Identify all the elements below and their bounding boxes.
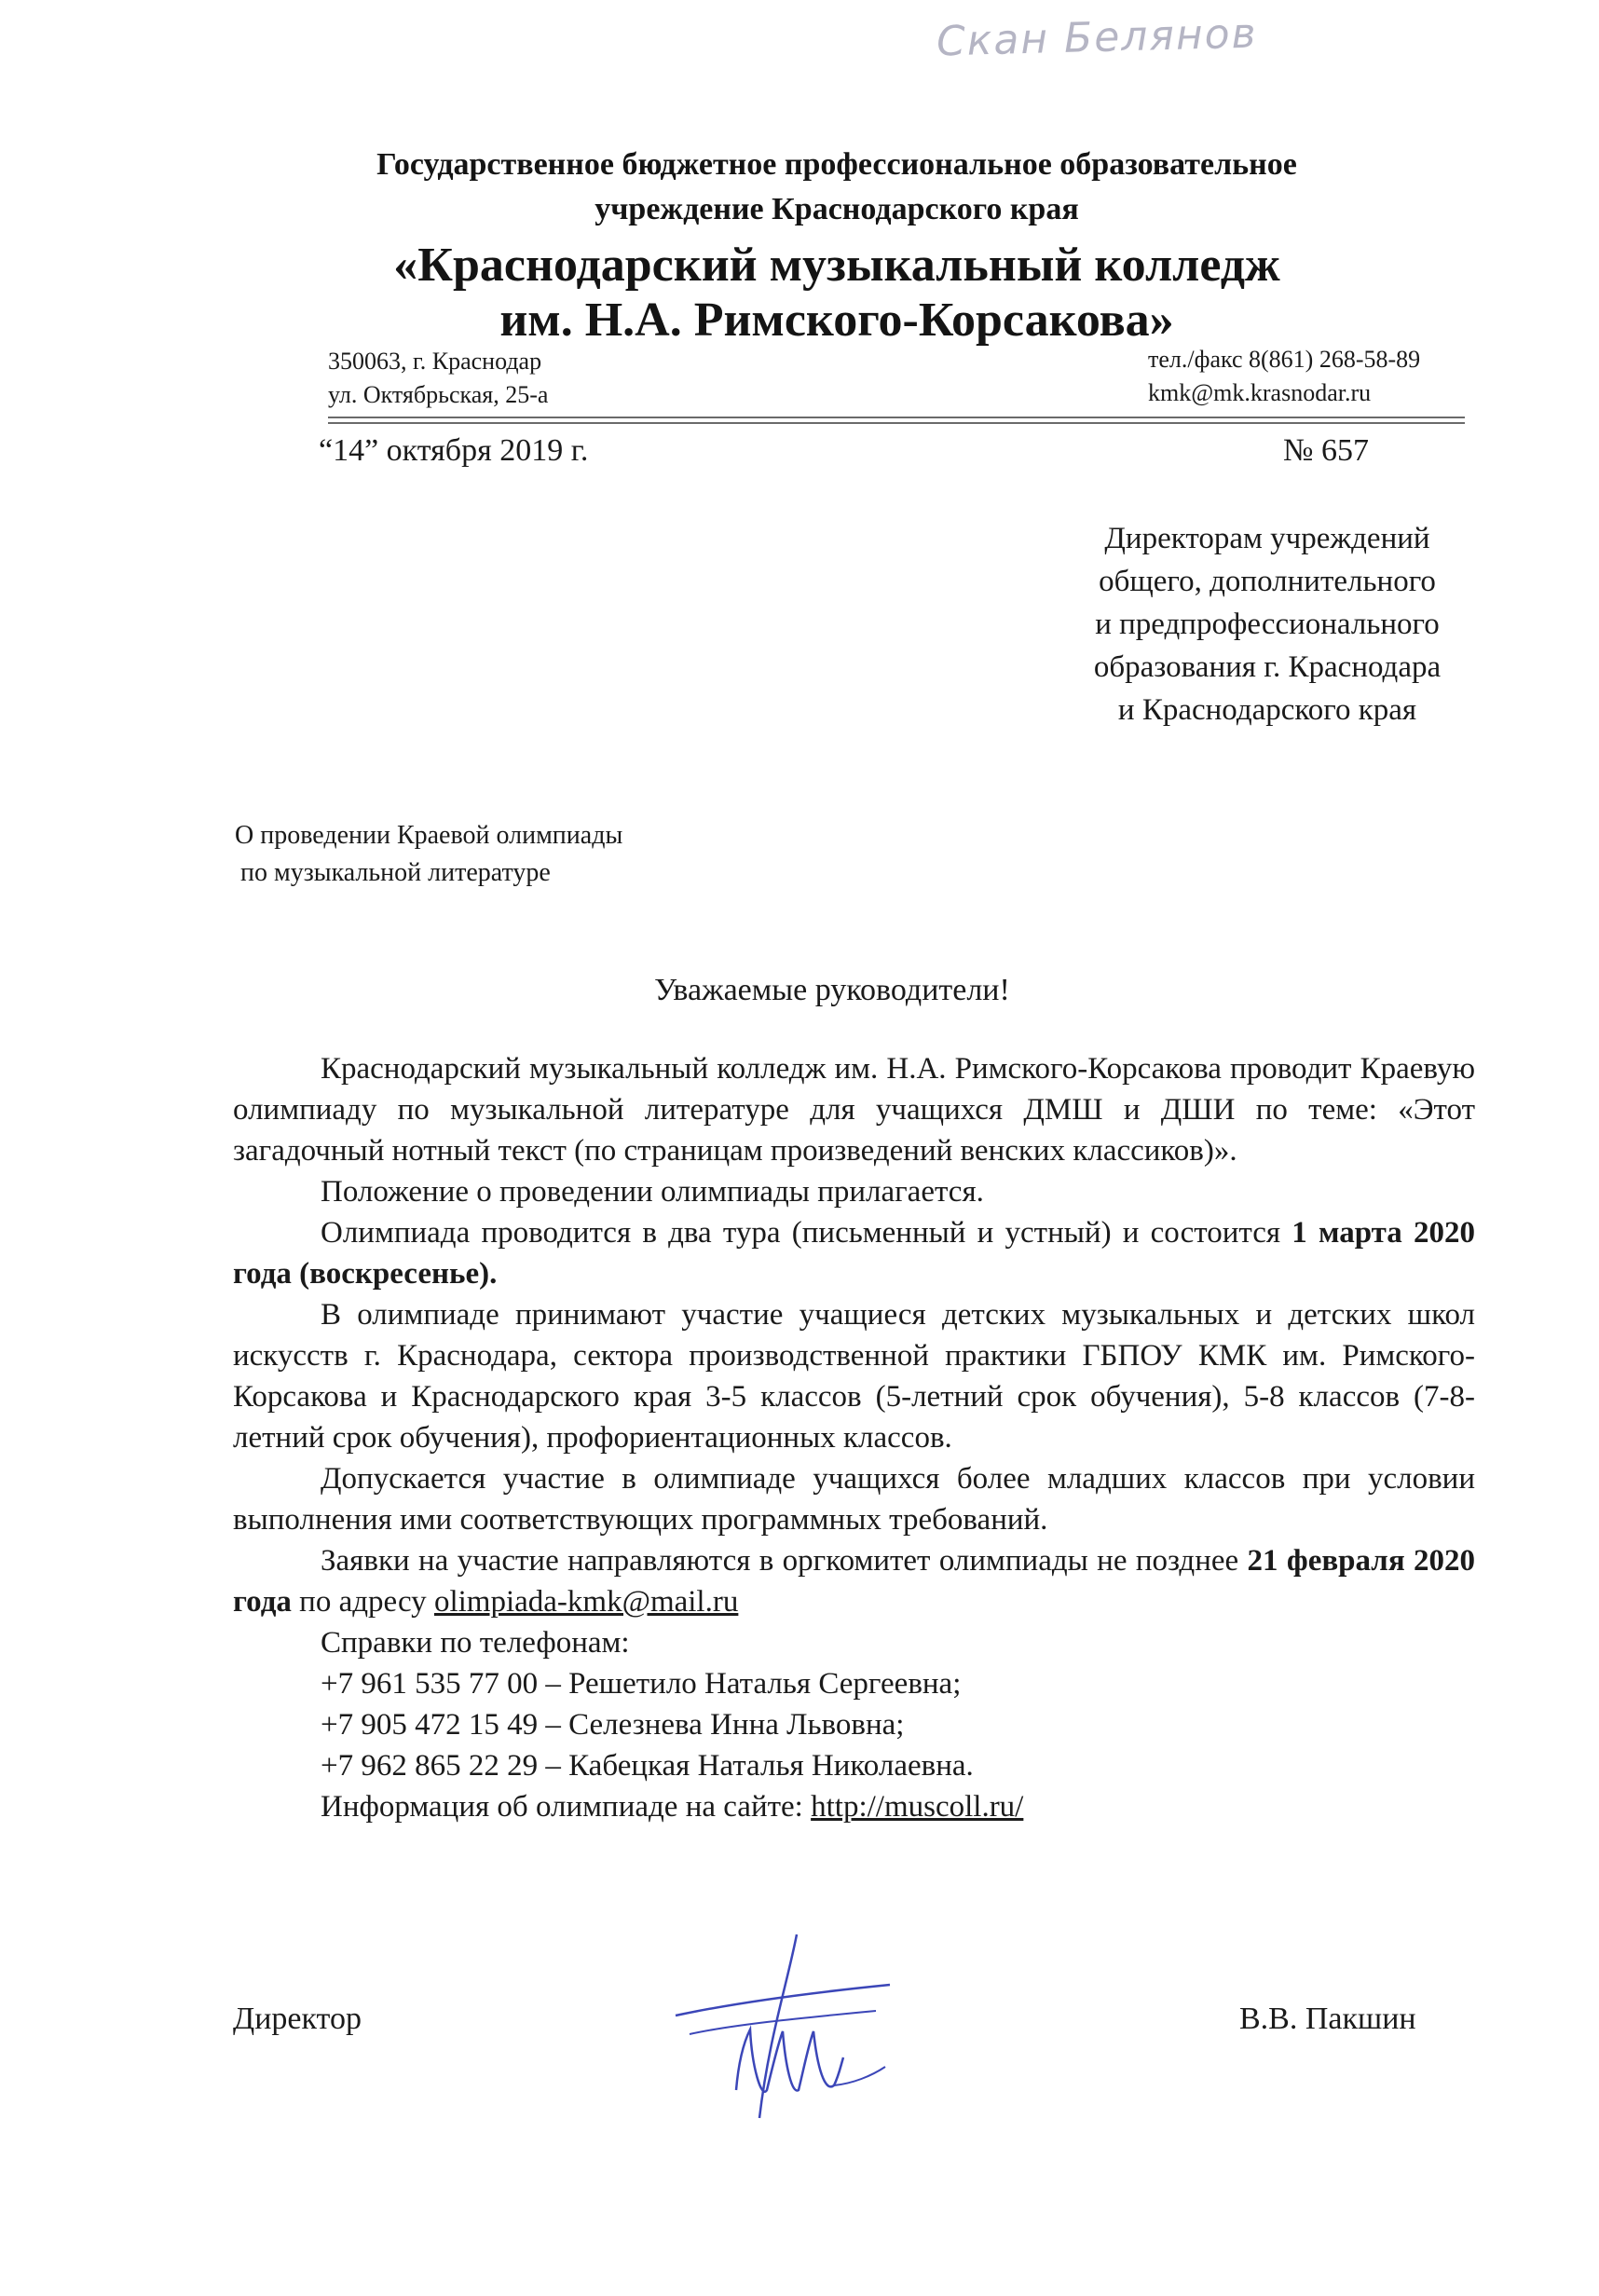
contact-line: +7 961 535 77 00 – Решетило Наталья Сергеевна; [321,1667,962,1701]
contact-block [1148,343,1420,410]
signatory-title: Директор [233,2002,362,2036]
greeting: Уважаемые руководители! [654,973,1010,1007]
contact-line: +7 905 472 15 49 – Селезнева Инна Львовна; [321,1708,905,1742]
college-name-line-2: им. Н.А. Римского-Корсакова» [499,294,1174,347]
header-divider-top [328,417,1465,418]
header-divider-bottom [328,422,1465,424]
paragraph: В олимпиаде принимают участие учащиеся детских музыкальных и детских школ искусств г. Краснодара, сектора производственной практики ГБПОУ КМК им. Римского-Корсакова и Краснодарского края 3-5 классов (5-летний срок обучения), 5-8 классов (7-8-летний срок обучения), профориентационных классов. [233,1298,1475,1455]
letter-subject [235,817,622,892]
recipient-line: образования г. Краснодара [1093,650,1442,684]
org-line-1: Государственное бюджетное профессиональное образовательное [376,147,1297,182]
postal-address [328,345,548,412]
subject-line: по музыкальной литературе [240,858,551,887]
paragraph: Положение о проведении олимпиады прилагается. [321,1175,984,1209]
subject-line: О проведении Краевой олимпиады [235,821,623,850]
recipient-line: общего, дополнительного [1099,565,1436,598]
handwritten-signature [657,1927,899,2132]
contacts-title: Справки по телефонам: [321,1626,630,1660]
deadline-date: 21 февраля 2020 года [233,1544,1476,1619]
paragraph: Допускается участие в олимпиаде учащихся более младших классов при условии выполнения ими соответствующих программных требований. [233,1462,1475,1537]
handwritten-note: Скан Белянов [936,9,1259,66]
recipient-block [1053,517,1482,731]
org-line-2: учреждение Краснодарского края [594,192,1079,226]
letter-date: “14” октября 2019 г. [319,433,589,468]
site-link[interactable]: http://muscoll.ru/ [811,1790,1024,1824]
contact-line: +7 962 865 22 29 – Кабецкая Наталья Николаевна. [321,1749,974,1783]
paragraph-text: Информация об олимпиаде на сайте: [321,1790,812,1824]
recipient-line: Директорам учреждений [1104,522,1430,555]
recipient-line: и Краснодарского края [1117,693,1417,727]
phone-fax: тел./факс 8(861) 268-58-89 [1148,346,1421,373]
recipient-line: и предпрофессионального [1095,608,1440,641]
olympiad-date: 1 марта 2020 года (воскресенье). [233,1216,1475,1291]
site-info [233,1786,1475,1827]
address-street: ул. Октябрьская, 25-а [328,381,549,408]
header-email: kmk@mk.krasnodar.ru [1148,379,1372,406]
paragraph [233,1212,1475,1294]
letter-body [233,1048,1475,1827]
address-city: 350063, г. Краснодар [328,348,542,375]
signatory-name: В.В. Пакшин [1239,2002,1416,2036]
application-email-link[interactable]: olimpiada-kmk@mail.ru [433,1585,739,1619]
paragraph: Краснодарский музыкальный колледж им. Н.А. Римского-Корсакова проводит Краевую олимпиаду по музыкальной литературе для учащихся ДМШ и ДШИ по теме: «Этот загадочный нотный текст (по страницам произведений венских классиков)». [233,1052,1475,1168]
paragraph [233,1540,1475,1622]
letter-number: № 657 [1283,433,1369,468]
paragraph-text: Заявки на участие направляются в оргкомитет олимпиады не позднее [321,1544,1248,1578]
paragraph-text: Олимпиада проводится в два тура (письменный и устный) и состоится [321,1216,1292,1250]
college-name-line-1: «Краснодарский музыкальный колледж [393,239,1280,292]
paragraph-text: по адресу [291,1585,434,1619]
